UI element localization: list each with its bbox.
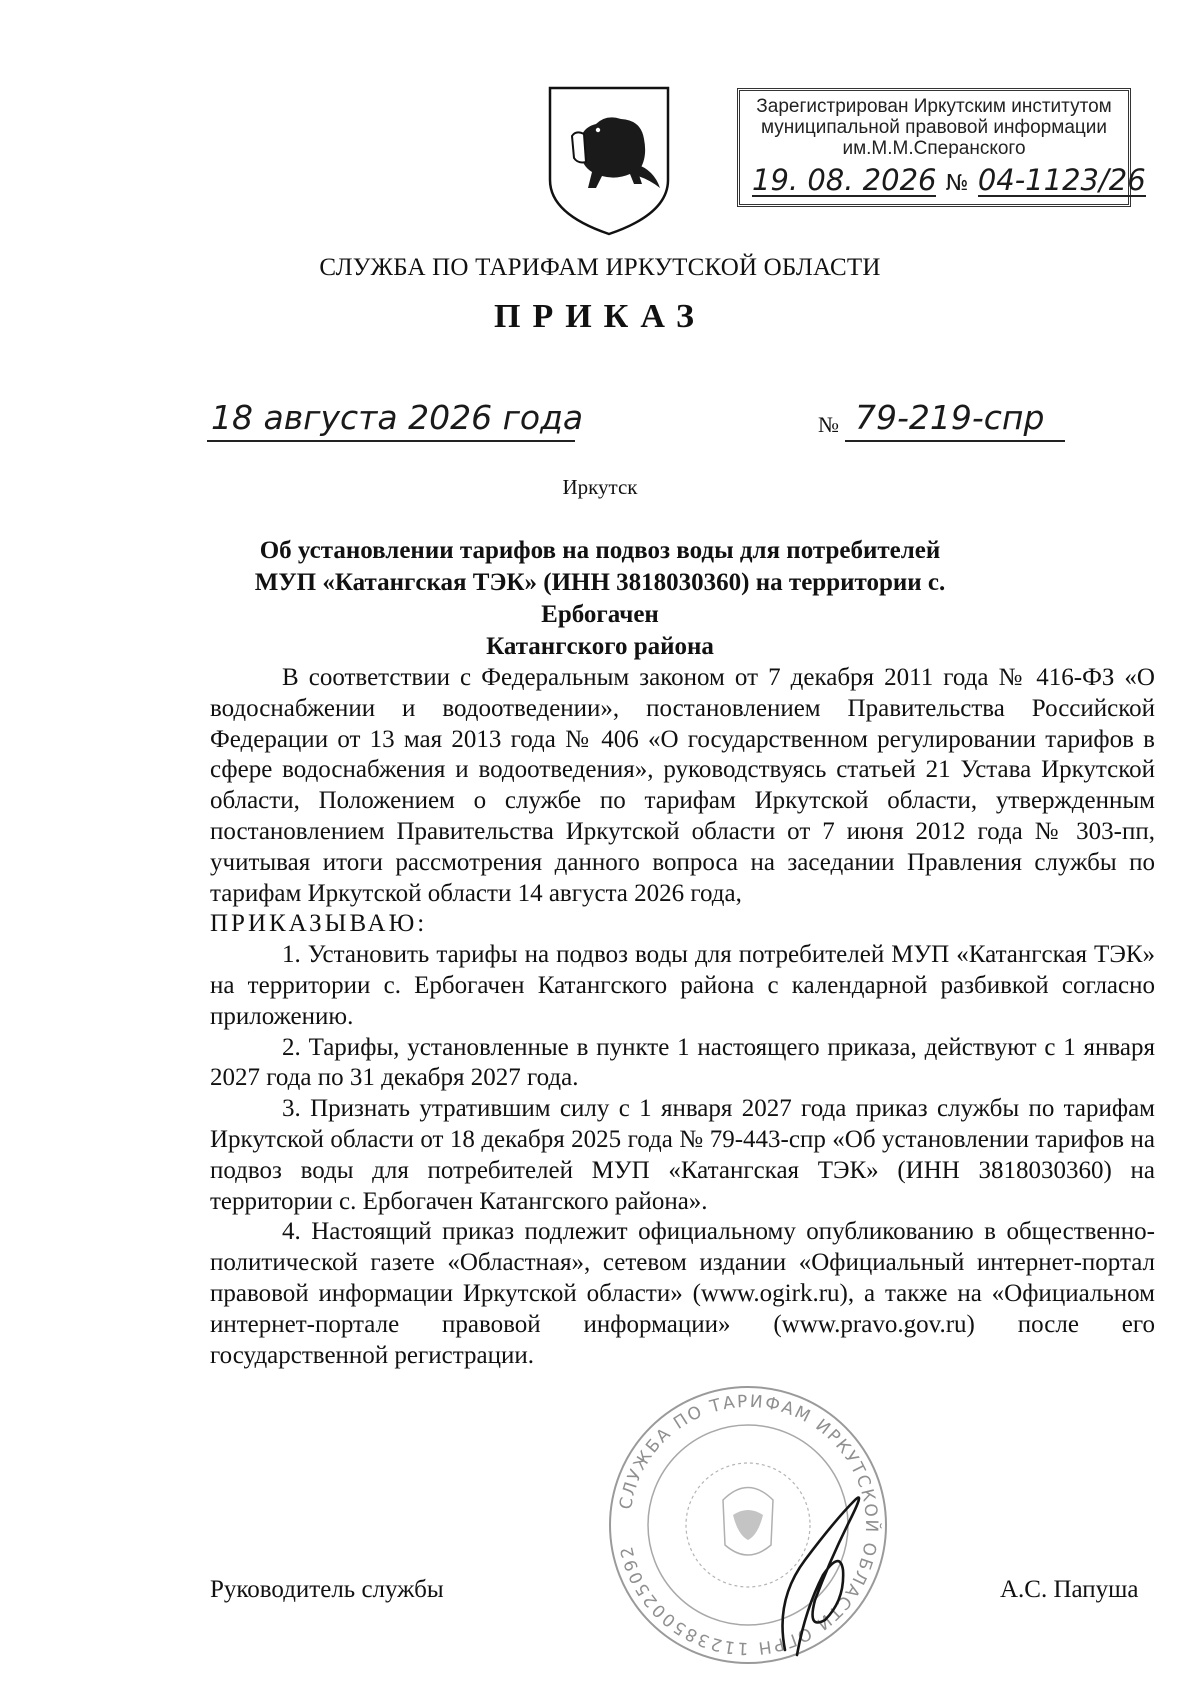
title-line: Об установлении тарифов на подвоз воды для потребителей	[259, 537, 941, 564]
agency-name: СЛУЖБА ПО ТАРИФАМ ИРКУТСКОЙ ОБЛАСТИ	[319, 254, 881, 281]
city: Иркутск	[562, 475, 638, 499]
order-item: 2. Тарифы, установленные в пункте 1 настоящего приказа, действуют с 1 января 2027 года по 31 декабря 2027 года.	[210, 1033, 1155, 1092]
registration-date: 19. 08. 2026	[752, 163, 937, 197]
registration-number: 04-1123/26	[977, 163, 1146, 197]
document-type: ПРИКАЗ	[494, 298, 706, 335]
registration-stamp	[737, 88, 1146, 207]
preamble-paragraph: В соответствии с Федеральным законом от 7 декабря 2011 года № 416-ФЗ «О водоснабжении и водоотведении», постановлением Правительства Российской Федерации от 13 мая 2013 года № 406 «О государственном регулировании тарифов в сфере водоснабжения и водоотведения», руководствуясь статьей 21 Устава Иркутской области, Положением о службе по тарифам Иркутской области, утвержденным постановлением Правительства Иркутской области от 7 июня 2012 года № 303-пп, учитывая итоги рассмотрения данного вопроса на заседании Правления службы по тарифам Иркутской области 14 августа 2026 года,	[210, 664, 1155, 907]
signatory-name: А.С. Папуша	[1000, 1576, 1139, 1603]
order-word: ПРИКАЗЫВАЮ:	[210, 910, 428, 938]
order-date-field	[207, 398, 584, 442]
registration-stamp-line: муниципальной правовой информации	[761, 117, 1107, 138]
registration-stamp-line: Зарегистрирован Иркутским институтом	[756, 96, 1112, 117]
coat-of-arms-icon	[546, 84, 672, 236]
document-title	[200, 535, 1000, 663]
handwritten-signature	[745, 1480, 875, 1660]
order-item: 1. Установить тарифы на подвоз воды для потребителей МУП «Катангская ТЭК» на территории с. Ербогачен Катангского района с календарной разбивкой согласно приложению.	[210, 941, 1155, 1030]
order-item: 3. Признать утратившим силу с 1 января 2027 года приказ службы по тарифам Иркутской области от 18 декабря 2025 года № 79-443-спр «Об установлении тарифов на подвоз воды для потребителей МУП «Катангская ТЭК» (ИНН 3818030360) на территории с. Ербогачен Катангского района».	[210, 1095, 1155, 1215]
order-date: 18 августа 2026 года	[211, 398, 584, 437]
order-number-label: №	[818, 412, 839, 437]
registration-stamp-line: им.М.М.Сперанского	[842, 138, 1026, 159]
order-number: 79-219-спр	[855, 398, 1045, 437]
title-line: МУП «Катангская ТЭК» (ИНН 3818030360) на территории с. Ербогачен	[254, 569, 946, 628]
order-item: 4. Настоящий приказ подлежит официальному опубликованию в общественно-политической газете «Областная», сетевом издании «Официальный интернет-портал правовой информации Иркутской области» (www.ogirk.ru), а также на «Официальном интернет-портале правовой информации» (www.pravo.gov.ru) после его государственной регистрации.	[210, 1218, 1155, 1369]
document-body	[210, 663, 1155, 1371]
order-number-field	[845, 398, 1065, 442]
signatory-role: Руководитель службы	[210, 1576, 444, 1603]
title-line: Катангского района	[486, 633, 714, 660]
registration-number-label: №	[945, 171, 969, 196]
svg-text:СЛУЖБА ПО ТАРИФАМ ИРКУТСКОЙ ОБ: СЛУЖБА ПО ТАРИФАМ ИРКУТСКОЙ ОБЛАСТИ ОГРН 1123850025092	[615, 1391, 882, 1659]
